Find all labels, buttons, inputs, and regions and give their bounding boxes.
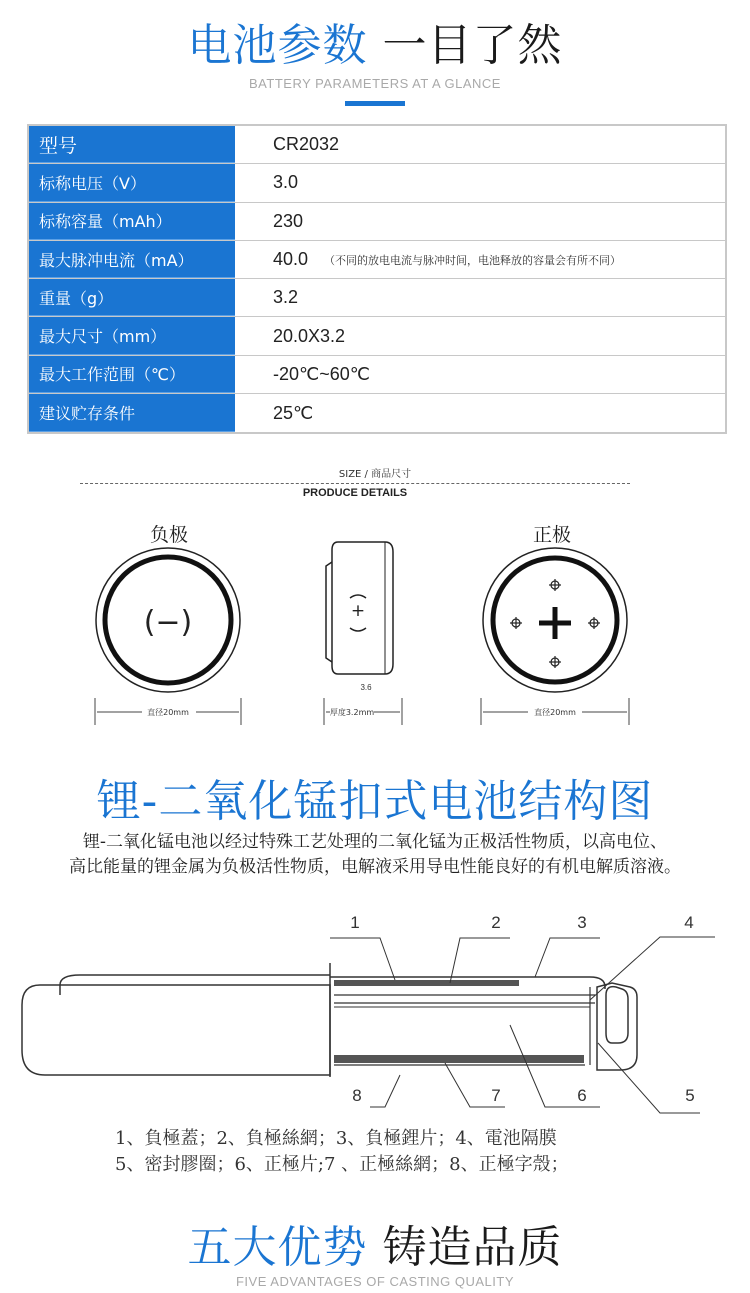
footer-section xyxy=(0,1222,750,1289)
produce-details-label: PRODUCE DETAILS xyxy=(302,487,408,499)
footer-title xyxy=(0,1222,750,1273)
negative-symbol: (−) xyxy=(143,605,193,640)
title-underline xyxy=(345,101,405,106)
spec-label: 标称容量（mAh） xyxy=(29,203,235,240)
footer-title-dark: 铸造品质 xyxy=(382,1222,563,1273)
positive-label: 正极 xyxy=(533,524,572,546)
marker-5: 5 xyxy=(685,1086,695,1105)
spec-value: 3.0 xyxy=(273,172,299,193)
desc-line-1: 锂-二氧化锰电池以经过特殊工艺处理的二氧化锰为正极活性物质，以高电位、 xyxy=(82,832,668,852)
marker-3: 3 xyxy=(577,913,587,932)
legend-line-2: 5、密封膠圈；6、正極片;7 、正極絲網；8、正極字殼； xyxy=(115,1154,569,1175)
spec-value: CR2032 xyxy=(273,134,340,155)
table-row xyxy=(29,317,725,355)
side-view-icon xyxy=(326,542,393,692)
spec-label: 最大尺寸（mm） xyxy=(29,317,235,354)
battery-cross-section-icon xyxy=(22,963,637,1077)
table-row xyxy=(29,164,725,202)
spec-label: 重量（g） xyxy=(29,279,235,316)
table-row xyxy=(29,203,725,241)
structure-title: 锂-二氧化锰扣式电池结构图 xyxy=(96,776,654,827)
spec-note: （不同的放电电流与脉冲时间，电池释放的容量会有所不同） xyxy=(324,253,622,267)
side-symbol: + xyxy=(350,601,366,621)
spec-value: 20.0X3.2 xyxy=(273,325,346,346)
spec-value: -20℃~60℃ xyxy=(273,363,370,384)
spec-label: 最大工作范围（℃） xyxy=(29,356,235,393)
footer-subtitle: FIVE ADVANTAGES OF CASTING QUALITY xyxy=(235,1274,514,1289)
table-row xyxy=(29,394,725,432)
structure-legend xyxy=(115,1126,569,1178)
marker-2: 2 xyxy=(491,913,501,932)
desc-line-2: 高比能量的锂金属为负极活性物质，电解液采用导电性能良好的有机电解质溶液。 xyxy=(69,857,681,877)
negative-coin-icon xyxy=(96,548,240,692)
battery-dimension-drawing xyxy=(0,540,750,730)
divider xyxy=(80,483,630,484)
positive-coin-icon xyxy=(483,548,627,692)
dim-right: 直径20mm xyxy=(534,708,576,717)
page-title xyxy=(0,20,750,71)
dim-left: 直径20mm xyxy=(147,708,189,717)
spec-value: 3.2 xyxy=(273,287,299,308)
negative-label: 负极 xyxy=(150,524,189,546)
spec-label: 型号 xyxy=(29,126,235,163)
leader-lines xyxy=(330,937,715,1113)
marker-8: 8 xyxy=(352,1086,362,1105)
structure-description xyxy=(0,830,750,880)
side-dim-top: 3.6 xyxy=(360,683,372,692)
header-section xyxy=(0,20,750,106)
table-row xyxy=(29,279,725,317)
spec-value: 230 xyxy=(273,210,304,231)
title-dark: 一目了然 xyxy=(382,20,563,71)
dim-middle: 厚度3.2mm xyxy=(329,708,375,717)
spec-value: 25℃ xyxy=(273,402,314,423)
title-blue: 电池参数 xyxy=(187,20,368,71)
table-row xyxy=(29,356,725,394)
marker-4: 4 xyxy=(684,913,694,932)
spec-table xyxy=(27,124,727,434)
spec-label: 最大脉冲电流（mA） xyxy=(29,241,235,278)
marker-1: 1 xyxy=(350,913,360,932)
footer-title-blue: 五大优势 xyxy=(187,1222,368,1273)
spec-label: 标称电压（V） xyxy=(29,164,235,201)
marker-6: 6 xyxy=(577,1086,587,1105)
legend-line-1: 1、負極蓋；2、負極絲網；3、負極鋰片；4、電池隔膜 xyxy=(115,1128,557,1149)
battery-structure-diagram xyxy=(0,905,750,1120)
page-subtitle: BATTERY PARAMETERS AT A GLANCE xyxy=(249,76,501,91)
size-label: SIZE / 商品尺寸 xyxy=(338,469,412,480)
marker-7: 7 xyxy=(491,1086,501,1105)
spec-value: 40.0 （不同的放电电流与脉冲时间，电池释放的容量会有所不同） xyxy=(273,249,622,270)
spec-label: 建议贮存条件 xyxy=(29,394,235,432)
table-row xyxy=(29,126,725,164)
table-row xyxy=(29,241,725,279)
